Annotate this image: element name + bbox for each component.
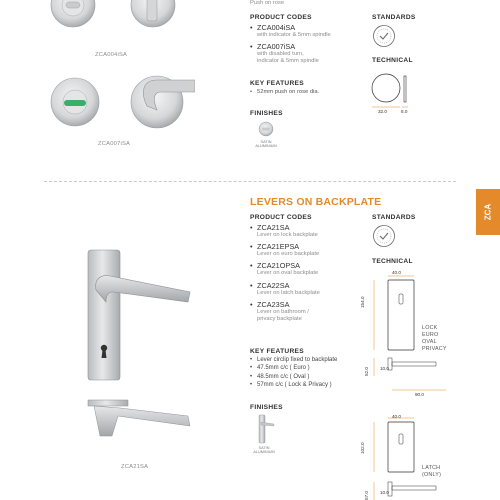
list-item: • ZCA21EPSA Lever on euro backplate (250, 242, 365, 258)
dimension-label: 40.0 (392, 270, 401, 275)
dimension-label: 8.0 (401, 109, 408, 114)
finish-swatch (258, 121, 274, 137)
list-item: • ZCA21SA Lever on lock backplate (250, 223, 365, 239)
product-desc: with indicator & 5mm spindle (257, 32, 331, 38)
product-list (250, 23, 360, 66)
key-features-heading: KEY FEATURES (250, 80, 304, 87)
image-caption: ZCA007iSA (98, 141, 131, 147)
product-desc: Lever on oval backplate (257, 270, 319, 277)
dimension-label: 52.0 (364, 367, 369, 376)
product-codes-heading: PRODUCT CODES (250, 14, 312, 21)
technical-heading: TECHNICAL (372, 57, 413, 64)
technical-label-list: LOCK EURO OVAL PRIVACY (422, 325, 447, 352)
feature-item: • Lever circlip fixed to backplate (250, 357, 338, 363)
dimension-label: 40.0 (392, 414, 401, 419)
dimension-label: 154.0 (360, 296, 365, 308)
key-features-heading: KEY FEATURES (250, 348, 304, 355)
dimension-label: 102.0 (360, 442, 365, 454)
finish-label: SATIN ALUMINIUM (253, 446, 275, 455)
list-item: • ZCA23SA Lever on bathroom / privacy backplate (250, 300, 365, 323)
list-item: • ZCA004iSA with indicator & 5mm spindle (250, 23, 360, 39)
product-desc: Lever on euro backplate (257, 251, 320, 258)
dimension-label: 10.0 (380, 490, 389, 495)
feature-item: • 47.5mm c/c ( Euro ) (250, 365, 310, 372)
product-desc: Lever on latch backplate (257, 289, 320, 296)
section-title: LEVERS ON BACKPLATE (250, 196, 382, 208)
product-image-zca21sa (80, 240, 210, 440)
product-list (250, 223, 365, 323)
dimension-label: 90.0 (415, 392, 424, 397)
list-item: • ZCA22SA Lever on latch backplate (250, 281, 365, 297)
finish-label: SATIN ALUMINIUM (255, 140, 277, 149)
finishes-heading: FINISHES (250, 110, 283, 117)
product-desc: Lever on lock backplate (257, 232, 318, 238)
list-item: • ZCA21OPSA Lever on oval backplate (250, 261, 365, 277)
image-caption: ZCA21SA (121, 464, 149, 470)
product-code: ZCA23SA (257, 299, 290, 309)
product-image-zca004isa (48, 0, 188, 50)
product-code: ZCA21OPSA (257, 261, 300, 271)
standards-seal-icon (372, 224, 396, 248)
product-code: ZCA007iSA (257, 42, 296, 52)
section-side-tab: ZCA (476, 189, 500, 235)
list-item: • ZCA007iSA with disabled turn, indicator & 5mm spindle (250, 42, 360, 65)
product-code: ZCA004iSA (257, 23, 296, 32)
product-desc: Lever on bathroom / (257, 308, 309, 315)
dimension-label: 57.0 (364, 491, 369, 500)
product-desc: indicator & 5mm spindle (257, 58, 319, 65)
feature-item: • 48.5mm c/c ( Oval ) (250, 373, 310, 380)
product-codes-heading: PRODUCT CODES (250, 214, 312, 221)
product-code: ZCA21EPSA (257, 242, 300, 252)
standards-heading: STANDARDS (372, 14, 416, 21)
product-image-zca007isa (45, 70, 195, 140)
technical-drawing (368, 66, 418, 118)
finish-swatch (256, 414, 276, 444)
feature-list (250, 356, 365, 390)
section-divider (44, 181, 456, 182)
product-code: ZCA21SA (257, 223, 290, 232)
product-code: ZCA22SA (257, 280, 290, 290)
product-desc: privacy backplate (257, 316, 302, 323)
product-desc: with disabled turn, (257, 51, 304, 58)
standards-seal-icon (372, 24, 396, 48)
image-caption: ZCA004iSA (95, 52, 128, 58)
push-on-rose-text: Push on rose (250, 0, 285, 6)
finishes-heading: FINISHES (250, 404, 283, 411)
dimension-label: 10.0 (380, 366, 389, 371)
feature-text: 52mm push on rose dia. (257, 89, 320, 95)
technical-heading: TECHNICAL (372, 258, 413, 265)
feature-item: • 57mm c/c ( Lock & Privacy ) (250, 382, 332, 389)
feature-item: • 52mm push on rose dia. (250, 89, 320, 95)
dimension-label: 32.0 (378, 109, 387, 114)
standards-heading: STANDARDS (372, 214, 416, 221)
technical-label-list: LATCH (ONLY) (422, 465, 442, 478)
technical-drawing-latch (366, 412, 456, 500)
